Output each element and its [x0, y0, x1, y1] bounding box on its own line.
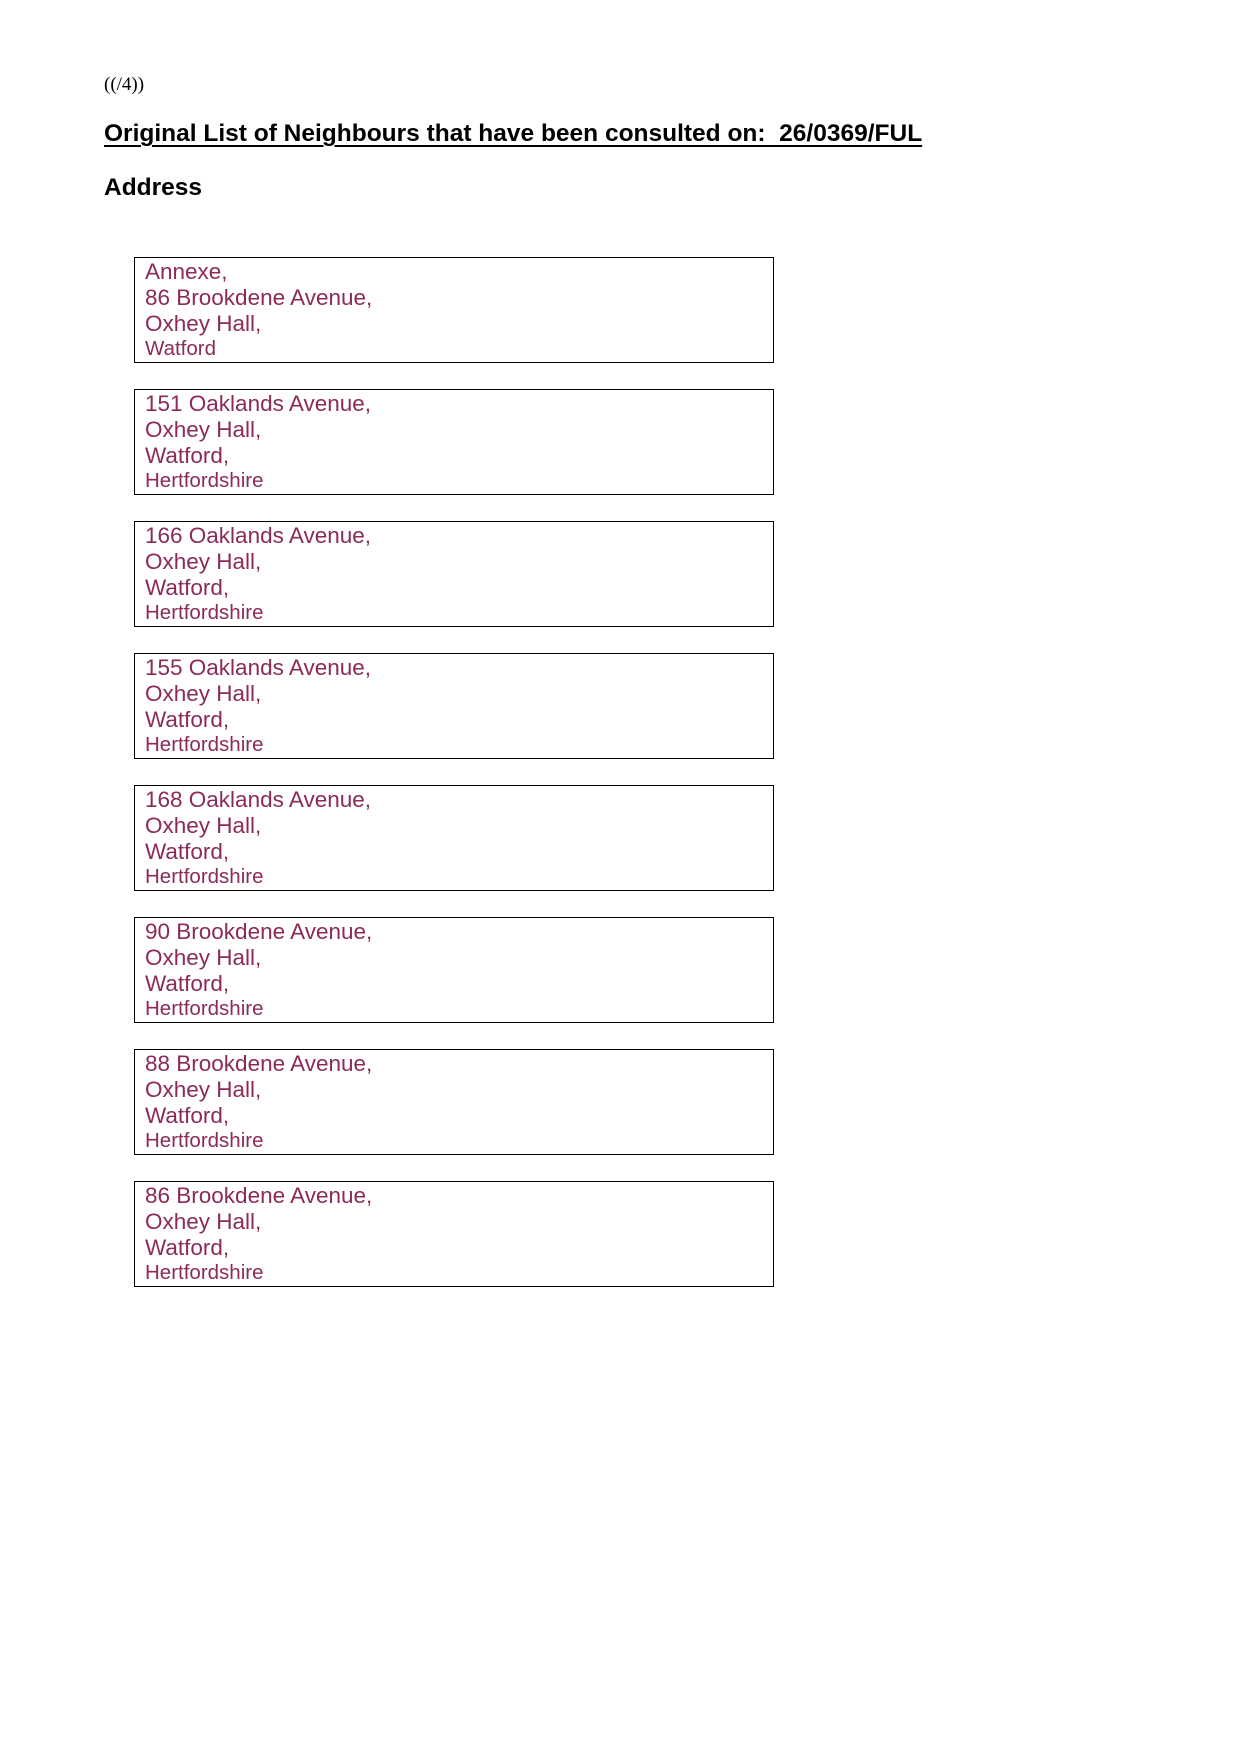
- address-line: Oxhey Hall,: [145, 681, 262, 706]
- address-line: Oxhey Hall,: [145, 549, 262, 574]
- address-line: Watford,: [145, 575, 230, 600]
- address-box: [134, 653, 774, 759]
- address-line: Hertfordshire: [145, 1129, 264, 1152]
- page-reference: ((/4)): [104, 74, 145, 95]
- address-box: [134, 785, 774, 891]
- address-line: 88 Brookdene Avenue,: [145, 1051, 373, 1076]
- address-line: Hertfordshire: [145, 601, 264, 624]
- address-line: 166 Oaklands Avenue,: [145, 523, 372, 548]
- address-list: [134, 257, 774, 1313]
- address-box: [134, 1181, 774, 1287]
- address-line: 168 Oaklands Avenue,: [145, 787, 372, 812]
- address-line: Hertfordshire: [145, 1261, 264, 1284]
- address-line: Annexe,: [145, 259, 228, 284]
- address-box: [134, 1049, 774, 1155]
- address-box: [134, 521, 774, 627]
- address-line: Hertfordshire: [145, 865, 264, 888]
- address-line: Hertfordshire: [145, 997, 264, 1020]
- address-box: [134, 917, 774, 1023]
- address-line: Watford,: [145, 707, 230, 732]
- document-title: Original List of Neighbours that have been consulted on: 26/0369/FUL: [104, 120, 923, 147]
- address-line: Watford,: [145, 1235, 230, 1260]
- address-line: Oxhey Hall,: [145, 945, 262, 970]
- address-line: Watford,: [145, 971, 230, 996]
- address-line: Oxhey Hall,: [145, 311, 262, 336]
- address-line: Oxhey Hall,: [145, 1077, 262, 1102]
- address-line: Watford: [145, 337, 217, 360]
- address-line: Hertfordshire: [145, 733, 264, 756]
- address-line: Watford,: [145, 443, 230, 468]
- address-line: Oxhey Hall,: [145, 1209, 262, 1234]
- address-line: 86 Brookdene Avenue,: [145, 1183, 373, 1208]
- address-heading: Address: [104, 174, 203, 201]
- address-line: 90 Brookdene Avenue,: [145, 919, 373, 944]
- address-line: 86 Brookdene Avenue,: [145, 285, 373, 310]
- address-line: 151 Oaklands Avenue,: [145, 391, 372, 416]
- address-line: Hertfordshire: [145, 469, 264, 492]
- address-box: [134, 257, 774, 363]
- address-line: Watford,: [145, 1103, 230, 1128]
- address-box: [134, 389, 774, 495]
- address-line: Oxhey Hall,: [145, 417, 262, 442]
- address-line: Watford,: [145, 839, 230, 864]
- address-line: 155 Oaklands Avenue,: [145, 655, 372, 680]
- address-line: Oxhey Hall,: [145, 813, 262, 838]
